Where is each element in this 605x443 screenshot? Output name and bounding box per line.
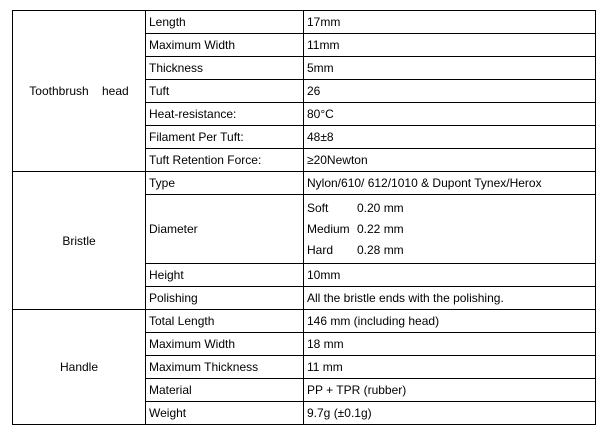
row-label: Weight xyxy=(146,402,304,425)
row-value: 146 mm (including head) xyxy=(304,310,596,333)
row-value: 26 xyxy=(304,80,596,103)
diameter-size: 0.22 mm xyxy=(357,222,404,236)
row-label: Type xyxy=(146,172,304,195)
row-value: PP + TPR (rubber) xyxy=(304,379,596,402)
diameter-values xyxy=(304,195,596,264)
row-value: All the bristle ends with the polishing. xyxy=(304,287,596,310)
row-value: 9.7g (±0.1g) xyxy=(304,402,596,425)
row-value: 18 mm xyxy=(304,333,596,356)
row-label: Maximum Width xyxy=(146,333,304,356)
diameter-option xyxy=(307,240,592,261)
row-value: 5mm xyxy=(304,57,596,80)
diameter-option xyxy=(307,198,592,219)
row-label: Length xyxy=(146,11,304,34)
row-value: 48±8 xyxy=(304,126,596,149)
row-label: Maximum Width xyxy=(146,34,304,57)
row-label: Polishing xyxy=(146,287,304,310)
row-label: Maximum Thickness xyxy=(146,356,304,379)
row-label: Total Length xyxy=(146,310,304,333)
row-label: Tuft xyxy=(146,80,304,103)
row-value: 80°C xyxy=(304,103,596,126)
group-toothbrush-head: Toothbrush head xyxy=(13,11,146,172)
row-value: 11mm xyxy=(304,34,596,57)
row-label: Filament Per Tuft: xyxy=(146,126,304,149)
row-label: Heat-resistance: xyxy=(146,103,304,126)
diameter-grade: Hard xyxy=(307,243,334,257)
row-value: 17mm xyxy=(304,11,596,34)
row-label: Diameter xyxy=(146,195,304,264)
diameter-grade: Medium xyxy=(307,222,350,236)
row-label: Tuft Retention Force: xyxy=(146,149,304,172)
diameter-size: 0.28 mm xyxy=(357,243,404,257)
row-value: 10mm xyxy=(304,264,596,287)
row-value: 11 mm xyxy=(304,356,596,379)
diameter-grade: Soft xyxy=(307,201,329,215)
diameter-size: 0.20 mm xyxy=(357,201,404,215)
row-value: Nylon/610/ 612/1010 & Dupont Tynex/Herox xyxy=(304,172,596,195)
row-label: Material xyxy=(146,379,304,402)
row-value: ≥20Newton xyxy=(304,149,596,172)
table-row xyxy=(13,310,596,333)
row-label: Thickness xyxy=(146,57,304,80)
group-bristle: Bristle xyxy=(13,172,146,310)
table-row xyxy=(13,172,596,195)
group-handle: Handle xyxy=(13,310,146,425)
row-label: Height xyxy=(146,264,304,287)
spec-table xyxy=(12,10,596,425)
table-row xyxy=(13,11,596,34)
diameter-option xyxy=(307,219,592,240)
